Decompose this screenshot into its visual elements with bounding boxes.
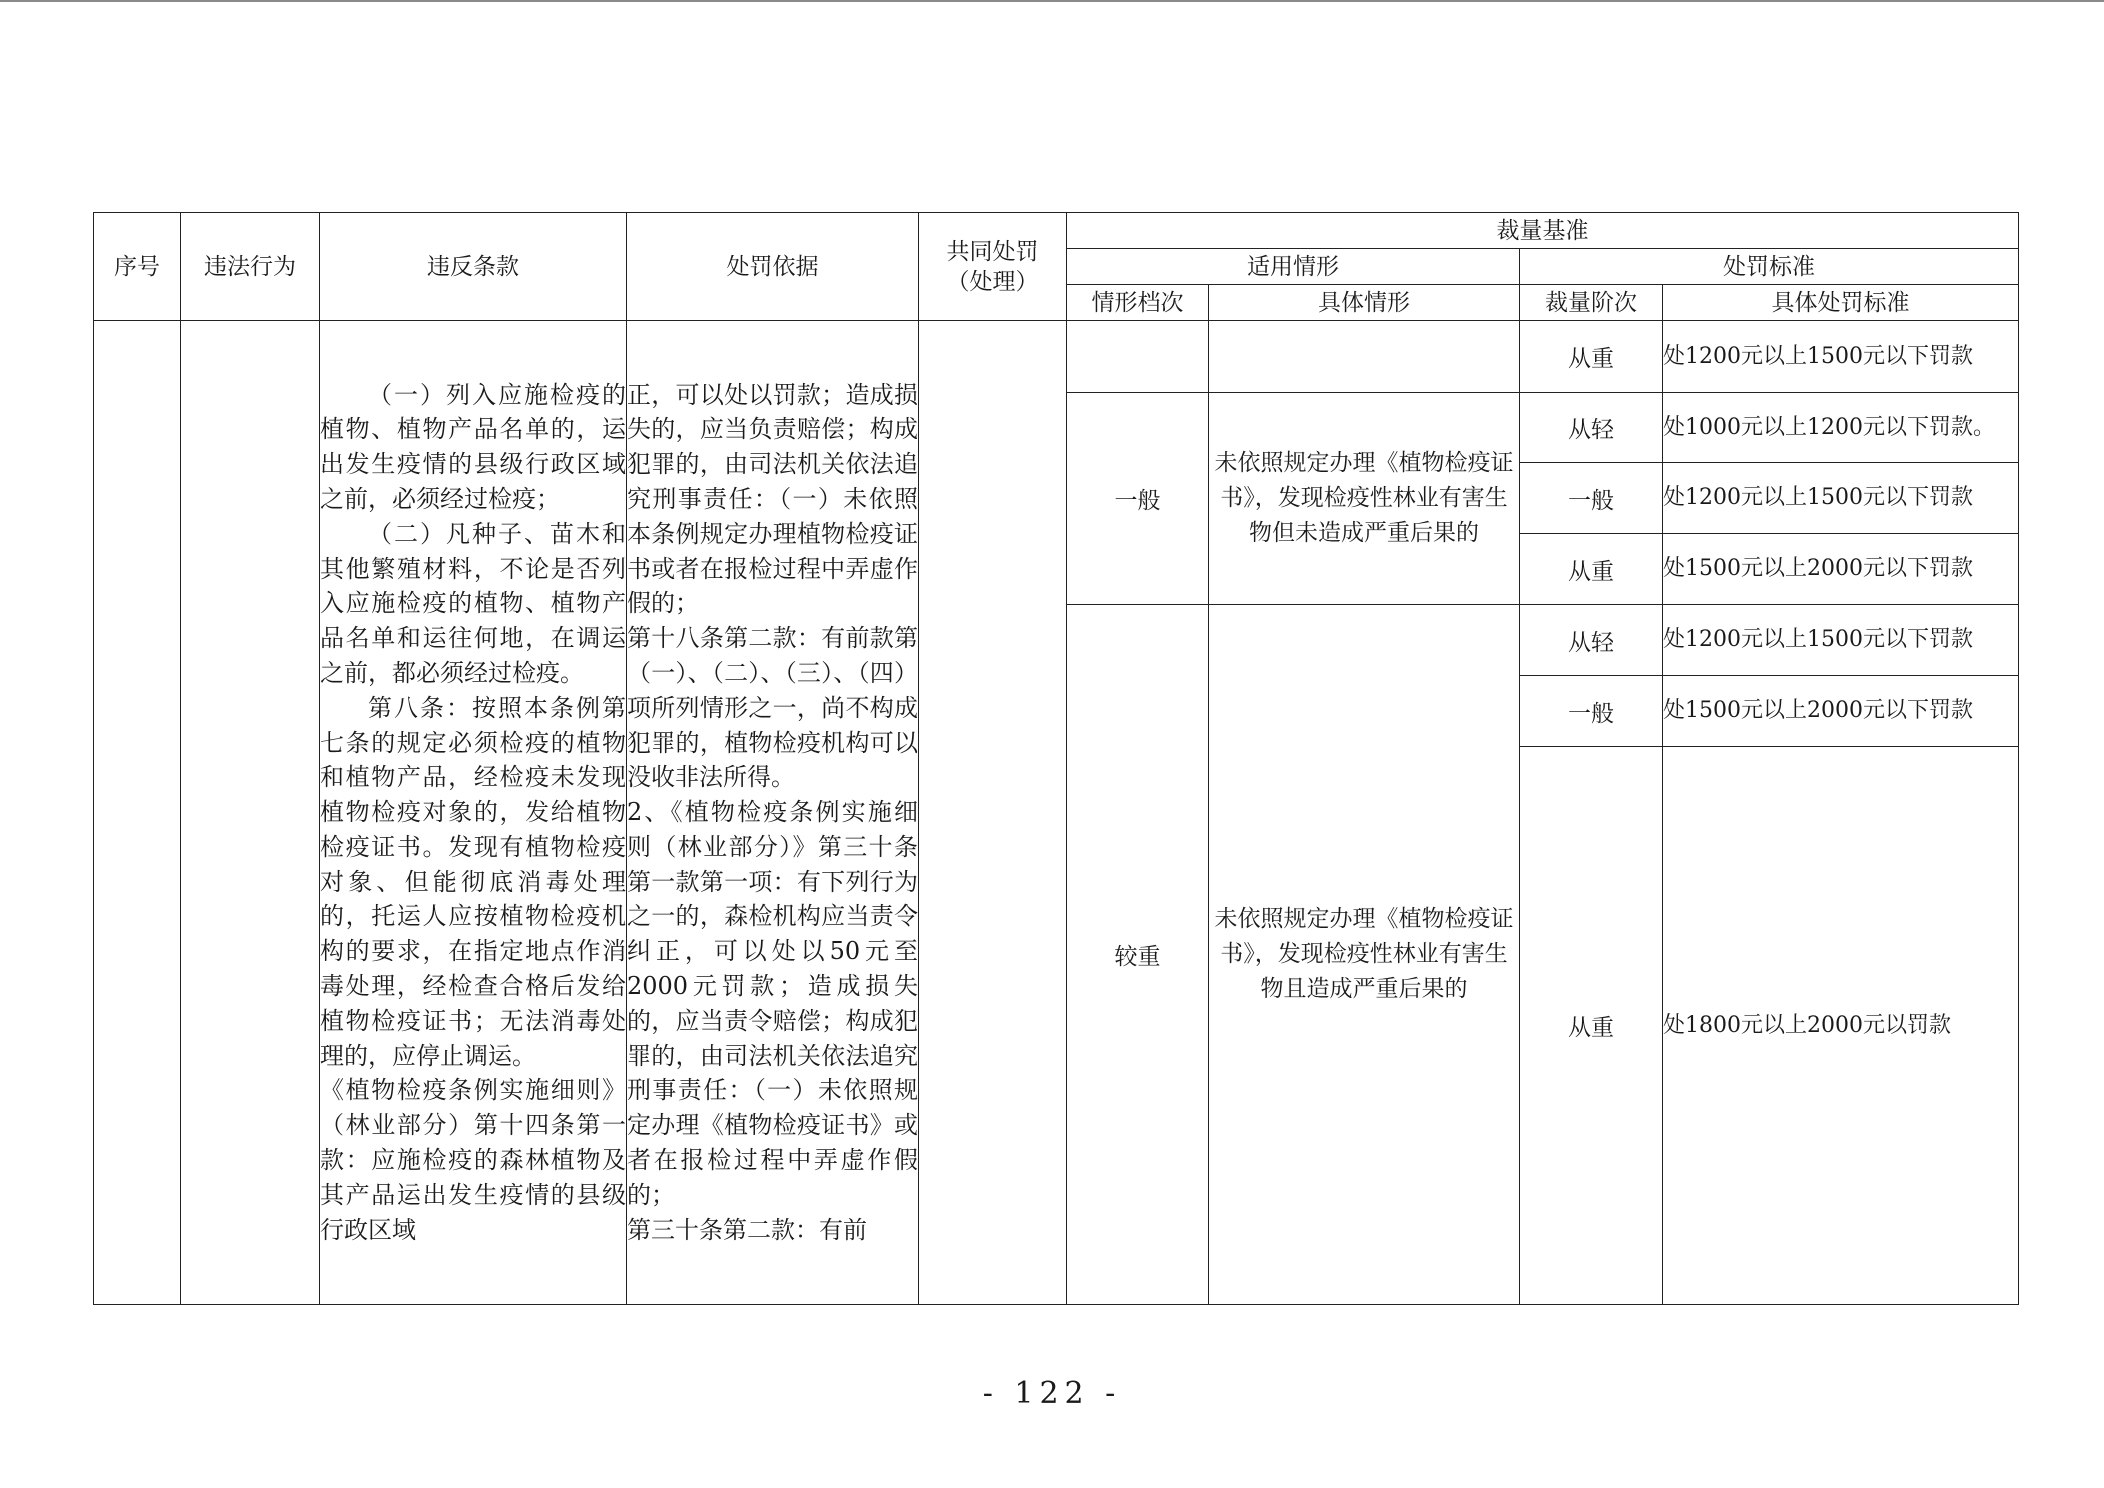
header-situation-level: 情形档次 (1067, 285, 1209, 321)
header-serial-no: 序号 (94, 213, 181, 321)
discretion-order: 一般 (1520, 676, 1663, 747)
discretion-table (93, 212, 2019, 1305)
penalty-basis-cell (627, 321, 919, 1305)
header-applicable-situation: 适用情形 (1067, 249, 1520, 285)
clause-paragraph: （二）凡种子、苗木和其他繁殖材料，不论是否列入应施检疫的植物、植物产品名单和运往何地，在调运之前，都必须经过检疫。 (320, 519, 626, 687)
penalty-standard: 处1000元以上1200元以下罚款。 (1663, 393, 2019, 463)
discretion-order: 从轻 (1520, 393, 1663, 463)
header-discretion-order: 裁量阶次 (1520, 285, 1663, 321)
serial-no-cell (94, 321, 181, 1305)
clause-paragraph: （一）列入应施检疫的植物、植物产品名单的，运出发生疫情的县级行政区域之前，必须经过检疫； (320, 380, 626, 513)
discretion-order: 从重 (1520, 747, 1663, 1305)
basis-paragraph: 正，可以处以罚款；造成损失的，应当负责赔偿；构成犯罪的，由司法机关依法追究刑事责任：（一）未依照本条例规定办理植物检疫证书或者在报检过程中弄虚作假的； (627, 380, 918, 618)
penalty-standard: 处1500元以上2000元以下罚款 (1663, 676, 2019, 747)
penalty-standard: 处1200元以上1500元以下罚款 (1663, 605, 2019, 676)
basis-paragraph: 2、《植物检疫条例实施细则（林业部分）》第三十条第一款第一项：有下列行为之一的，森检机构应当责令纠正，可以处以50元至2000元罚款；造成损失的，应当责令赔偿；构成犯罪的，由司法机关依法追究刑事责任：（一）未依照规定办理《植物检疫证书》或者在报检过程中弄虚作假的； (627, 798, 918, 1209)
situation-detail-serious: 未依照规定办理《植物检疫证书》，发现检疫性林业有害生物且造成严重后果的 (1209, 605, 1520, 1305)
basis-paragraph: 第十八条第二款：有前款第（一）、（二）、（三）、（四）项所列情形之一，尚不构成犯罪的，植物检疫机构可以没收非法所得。 (627, 624, 918, 792)
basis-paragraph: 第三十条第二款：有前 (627, 1215, 867, 1244)
empty-situation-cell (1209, 321, 1520, 393)
penalty-standard: 处1800元以上2000元以罚款 (1663, 747, 2019, 1305)
situation-detail-general: 未依照规定办理《植物检疫证书》，发现检疫性林业有害生物但未造成严重后果的 (1209, 393, 1520, 605)
discretion-order: 从重 (1520, 534, 1663, 605)
penalty-standard: 处1200元以上1500元以下罚款 (1663, 463, 2019, 534)
header-violation: 违法行为 (181, 213, 320, 321)
penalty-standard: 处1200元以上1500元以下罚款 (1663, 321, 2019, 393)
header-penalty-basis: 处罚依据 (627, 213, 919, 321)
situation-level-general: 一般 (1067, 393, 1209, 605)
header-penalty-standard: 处罚标准 (1520, 249, 2019, 285)
violated-clause-cell (320, 321, 627, 1305)
empty-level-cell (1067, 321, 1209, 393)
penalty-standard: 处1500元以上2000元以下罚款 (1663, 534, 2019, 605)
header-joint-penalty-line2: （处理） (946, 268, 1039, 295)
situation-level-serious: 较重 (1067, 605, 1209, 1305)
header-violated-clause: 违反条款 (320, 213, 627, 321)
header-specific-situation: 具体情形 (1209, 285, 1520, 321)
header-joint-penalty (919, 213, 1067, 321)
joint-penalty-cell (919, 321, 1067, 1305)
header-specific-penalty: 具体处罚标准 (1663, 285, 2019, 321)
violation-cell (181, 321, 320, 1305)
top-border-line (0, 0, 2104, 2)
discretion-order: 一般 (1520, 463, 1663, 534)
discretion-order: 从重 (1520, 321, 1663, 393)
clause-paragraph: 第八条：按照本条例第七条的规定必须检疫的植物和植物产品，经检疫未发现植物检疫对象的，发给植物检疫证书。发现有植物检疫对象、但能彻底消毒处理的，托运人应按植物检疫机构的要求，在指定地点作消毒处理，经检查合格后发给植物检疫证书；无法消毒处理的，应停止调运。 (320, 693, 626, 1070)
page-number: - 122 - (982, 1376, 1122, 1411)
header-discretion-standard: 裁量基准 (1067, 213, 2019, 249)
discretion-order: 从轻 (1520, 605, 1663, 676)
clause-paragraph: 《植物检疫条例实施细则》（林业部分）第十四条第一款：应施检疫的森林植物及其产品运出发生疫情的县级行政区域 (320, 1076, 626, 1244)
header-joint-penalty-line1: 共同处罚 (946, 238, 1039, 265)
